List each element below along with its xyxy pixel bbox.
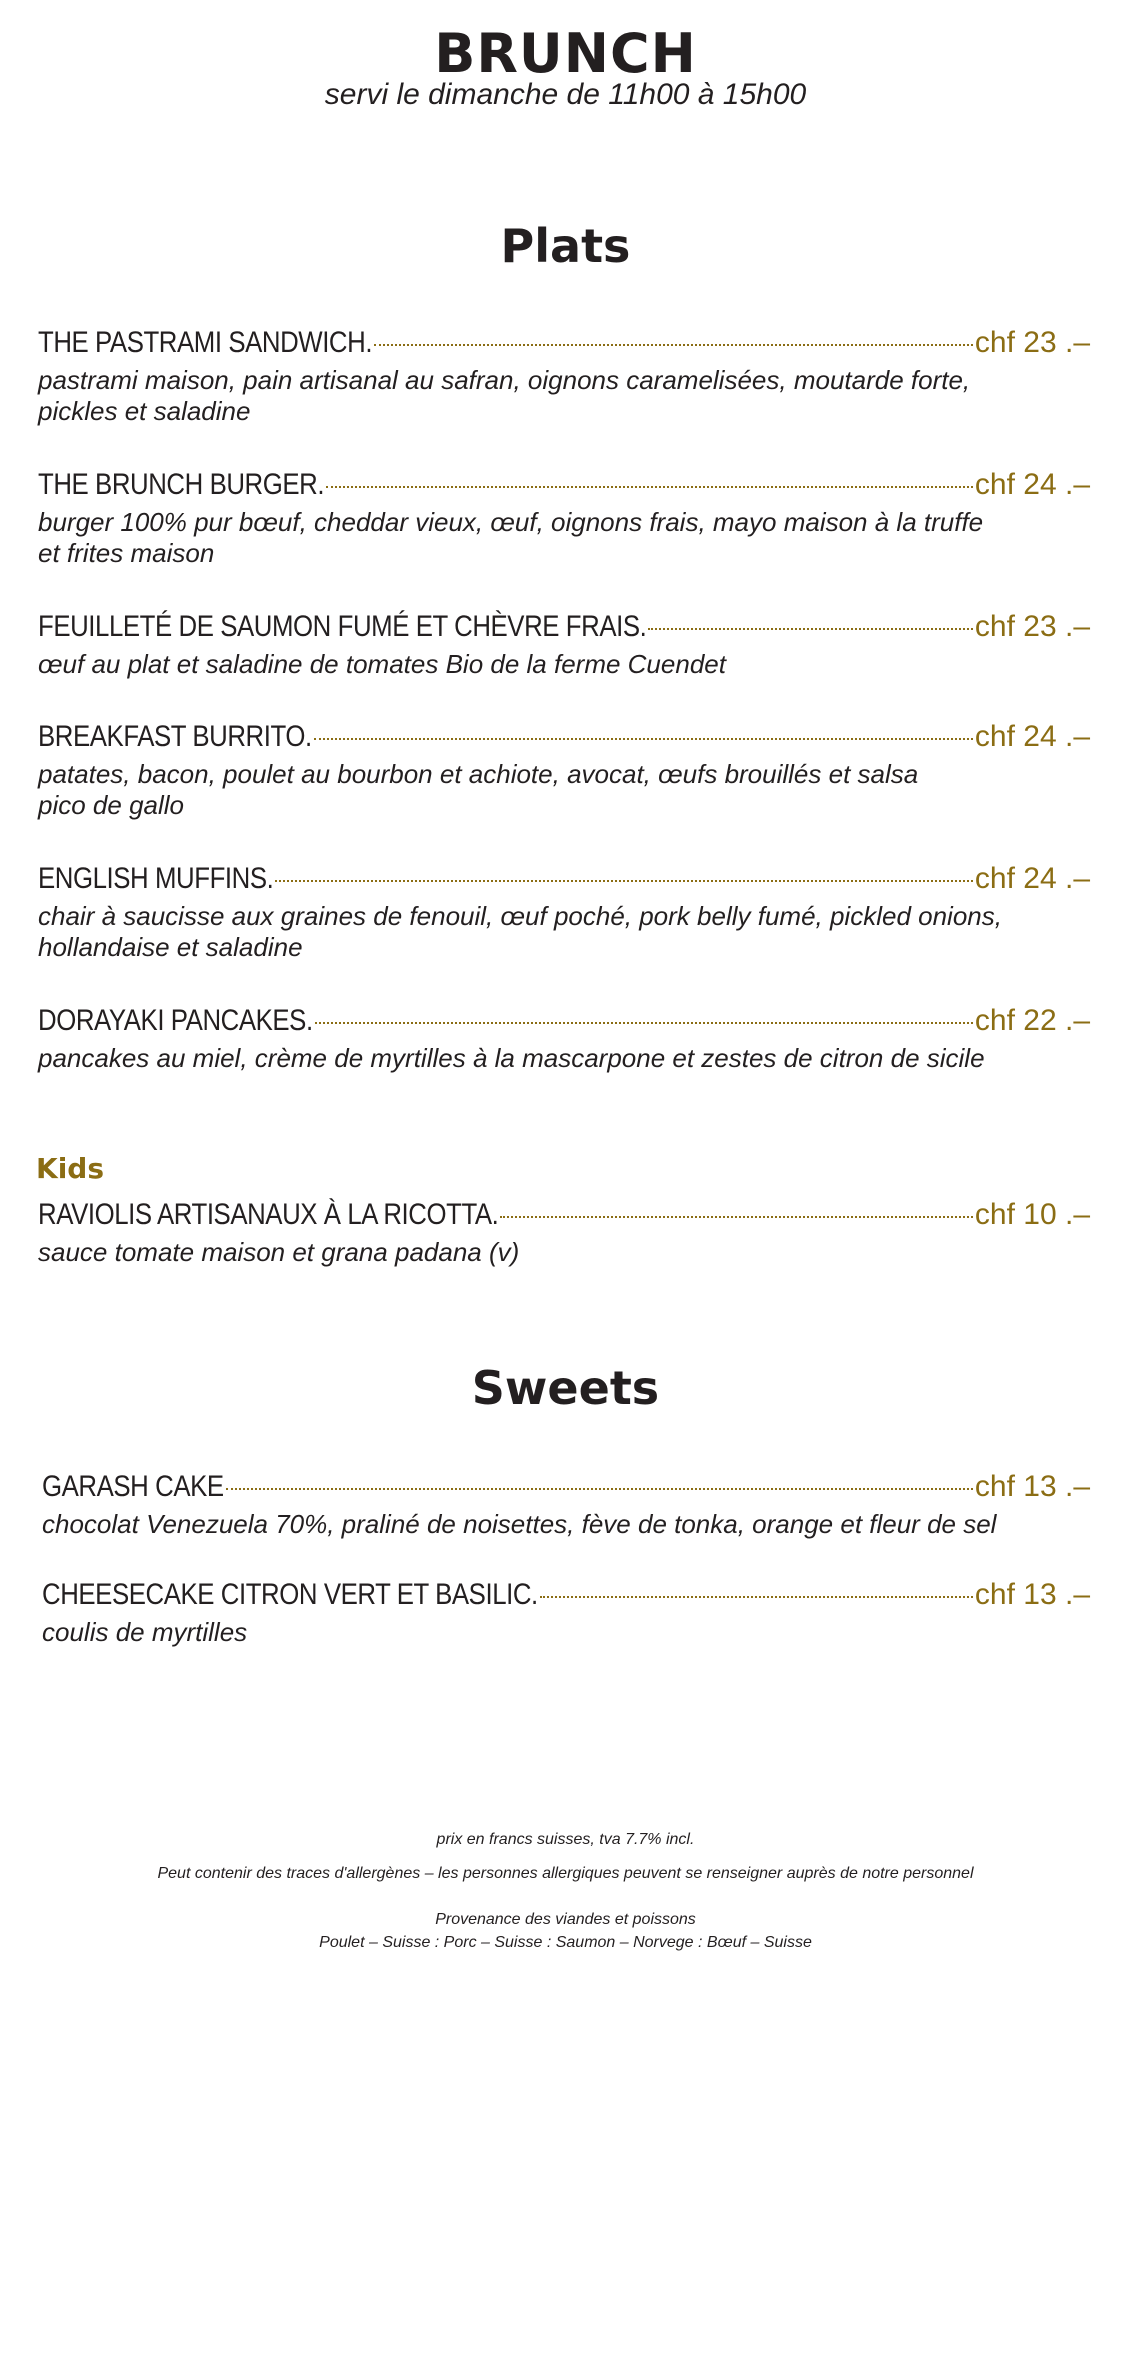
- item-description: pickles et saladine: [38, 396, 251, 426]
- item-description: pico de gallo: [38, 790, 184, 820]
- menu-item: [38, 1004, 1090, 1075]
- item-price: chf 13 .–: [974, 1578, 1090, 1611]
- item-name: ENGLISH MUFFINS.: [38, 862, 274, 895]
- menu-item: [42, 1470, 1090, 1541]
- item-description: œuf au plat et saladine de tomates Bio de la ferme Cuendet: [38, 649, 726, 679]
- item-price: chf 24 .–: [974, 862, 1090, 895]
- menu-item: [38, 468, 1090, 570]
- item-price: chf 23 .–: [974, 610, 1090, 643]
- menu-item: [38, 720, 1090, 822]
- item-price: chf 24 .–: [974, 468, 1090, 501]
- dotted-leader: [314, 738, 973, 740]
- dotted-leader: [500, 1216, 973, 1218]
- menu-item: [42, 1578, 1090, 1649]
- item-name: DORAYAKI PANCAKES.: [38, 1004, 313, 1037]
- item-description: coulis de myrtilles: [42, 1617, 248, 1647]
- dotted-leader: [326, 486, 973, 488]
- menu-item: [38, 862, 1090, 964]
- menu-title: BRUNCH: [434, 22, 697, 85]
- menu-item: [38, 1198, 1090, 1269]
- item-description: sauce tomate maison et grana padana (v): [38, 1237, 520, 1267]
- dotted-leader: [275, 880, 973, 882]
- footer-provenance-list: Poulet – Suisse : Porc – Suisse : Saumon – Norvege : Bœuf – Suisse: [319, 1934, 812, 1951]
- item-description: chocolat Venezuela 70%, praliné de noisettes, fève de tonka, orange et fleur de sel: [42, 1509, 997, 1539]
- footer-allergen-note: Peut contenir des traces d'allergènes – les personnes allergiques peuvent se renseigner auprès de notre personnel: [157, 1865, 974, 1882]
- item-description: burger 100% pur bœuf, cheddar vieux, œuf, oignons frais, mayo maison à la truffe: [38, 507, 984, 537]
- menu-subtitle: servi le dimanche de 11h00 à 15h00: [324, 78, 807, 111]
- section-title-kids: Kids: [36, 1152, 105, 1185]
- item-name: RAVIOLIS ARTISANAUX À LA RICOTTA.: [38, 1198, 499, 1231]
- section-title-sweets: Sweets: [471, 1361, 660, 1415]
- item-description: pastrami maison, pain artisanal au safran, oignons caramelisées, moutarde forte,: [38, 365, 971, 395]
- item-price: chf 23 .–: [974, 326, 1090, 359]
- item-name: FEUILLETÉ DE SAUMON FUMÉ ET CHÈVRE FRAIS.: [38, 610, 647, 643]
- menu-item: [38, 326, 1090, 428]
- dotted-leader: [540, 1596, 973, 1598]
- item-name: BREAKFAST BURRITO.: [38, 720, 312, 753]
- item-name: THE PASTRAMI SANDWICH.: [38, 326, 373, 359]
- footer-price-note: prix en francs suisses, tva 7.7% incl.: [436, 1831, 695, 1848]
- item-name: CHEESECAKE CITRON VERT ET BASILIC.: [42, 1578, 538, 1611]
- item-description: et frites maison: [38, 538, 215, 568]
- item-name: THE BRUNCH BURGER.: [38, 468, 325, 501]
- item-description: patates, bacon, poulet au bourbon et achiote, avocat, œufs brouillés et salsa: [38, 759, 919, 789]
- item-price: chf 22 .–: [974, 1004, 1090, 1037]
- dotted-leader: [648, 628, 973, 630]
- item-description: pancakes au miel, crème de myrtilles à la mascarpone et zestes de citron de sicile: [38, 1043, 985, 1073]
- item-name: GARASH CAKE: [42, 1470, 224, 1503]
- item-description: chair à saucisse aux graines de fenouil, œuf poché, pork belly fumé, pickled onions,: [38, 901, 1002, 931]
- dotted-leader: [315, 1022, 973, 1024]
- dotted-leader: [374, 344, 973, 346]
- footer-provenance-title: Provenance des viandes et poissons: [435, 1911, 696, 1928]
- item-price: chf 10 .–: [974, 1198, 1090, 1231]
- dotted-leader: [226, 1488, 973, 1490]
- item-description: hollandaise et saladine: [38, 932, 303, 962]
- section-title-plats: Plats: [500, 219, 631, 273]
- item-price: chf 24 .–: [974, 720, 1090, 753]
- item-price: chf 13 .–: [974, 1470, 1090, 1503]
- menu-item: [38, 610, 1090, 681]
